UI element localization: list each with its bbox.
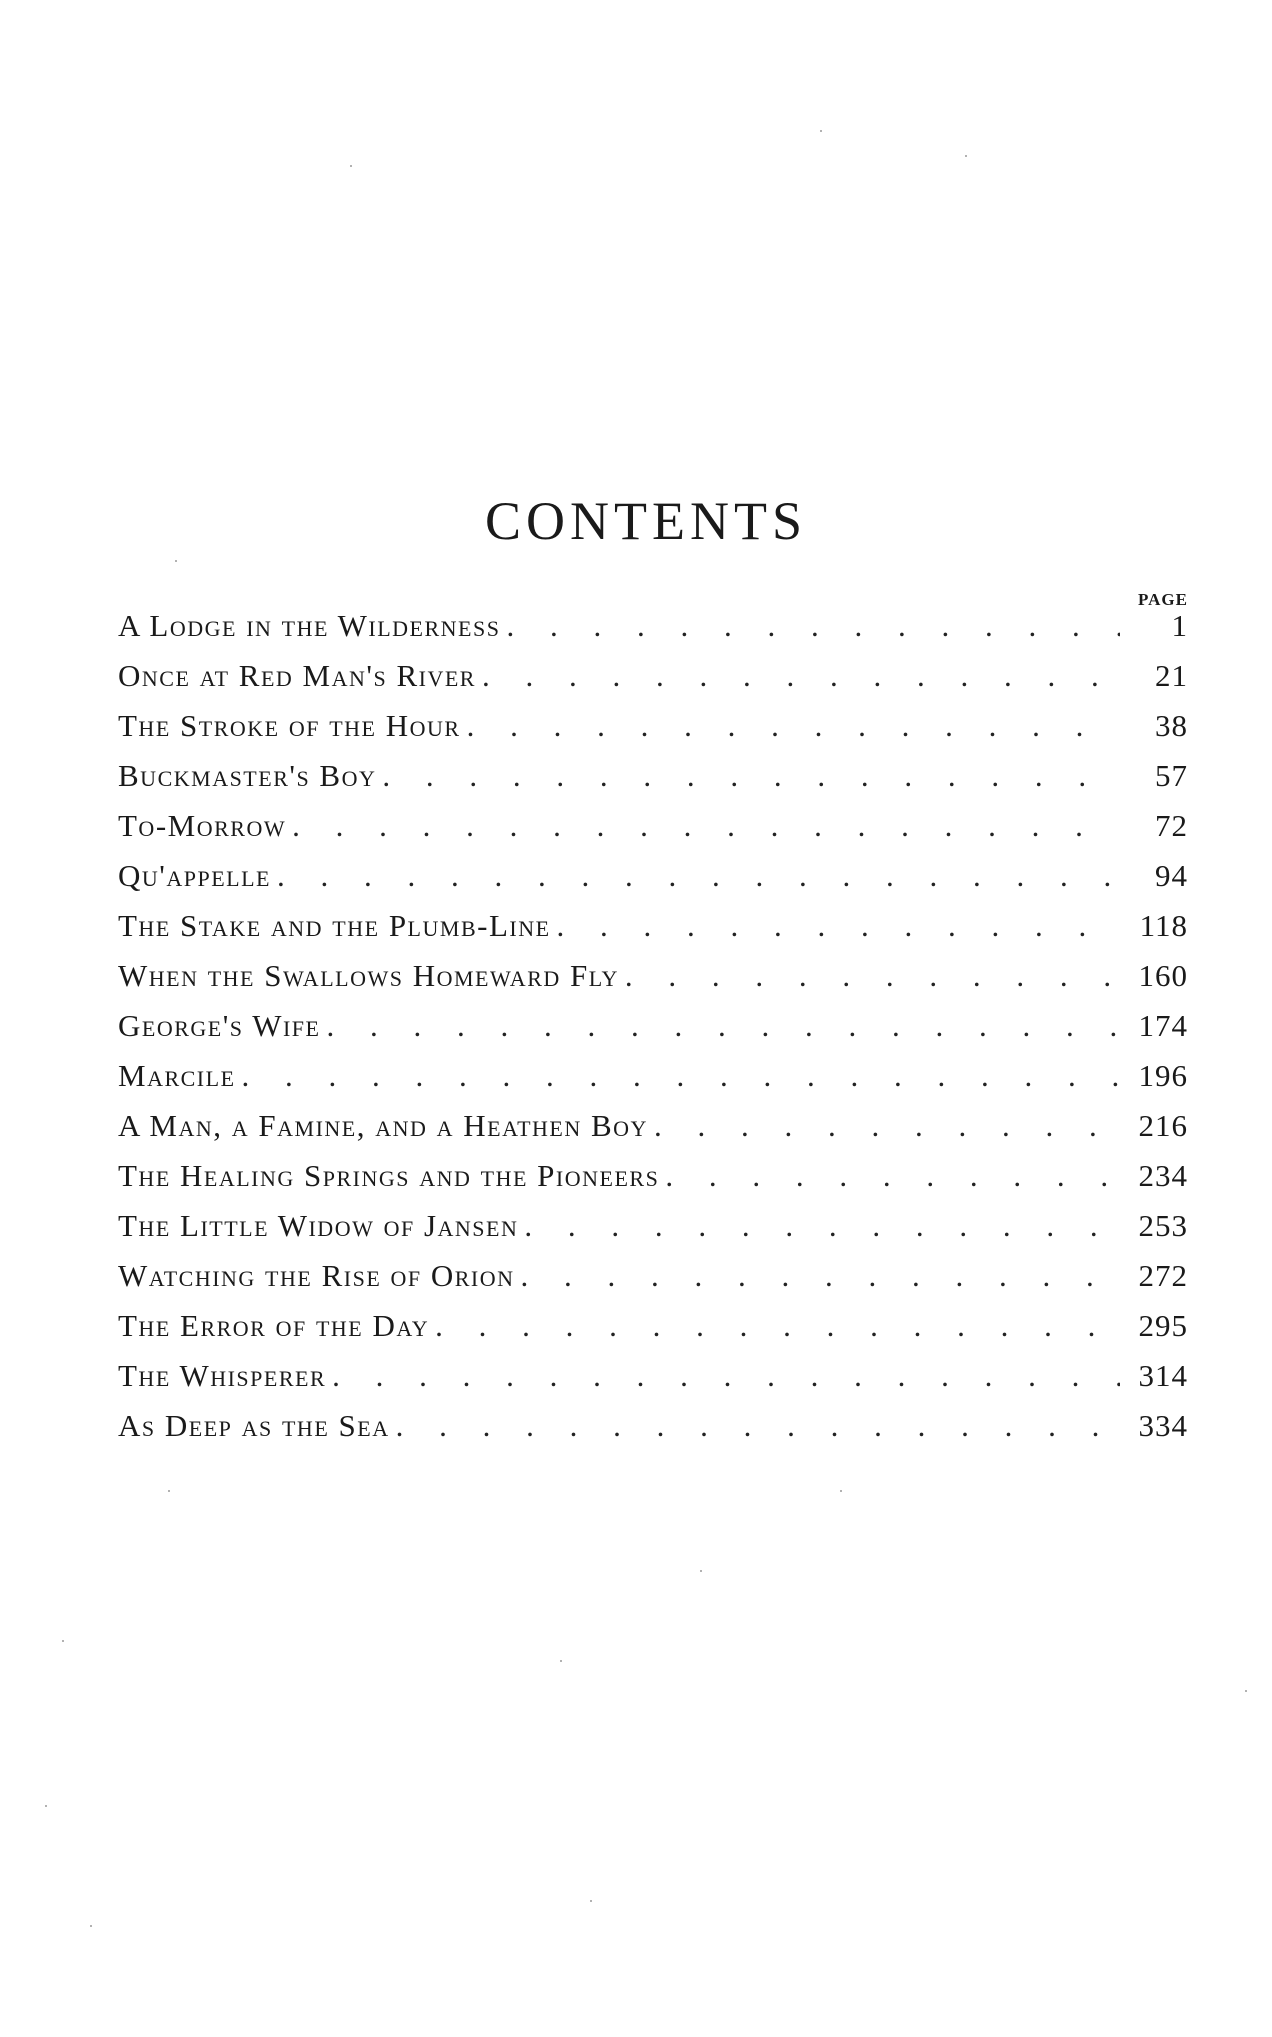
contents-entry — [118, 858, 1188, 908]
entry-page-number: 21 — [1155, 658, 1188, 693]
entry-title: A Lodge in the Wilderness — [118, 608, 501, 643]
entry-page-number: 295 — [1138, 1308, 1188, 1343]
paper-speck — [350, 165, 352, 167]
contents-entry — [118, 1308, 1188, 1358]
entry-page-number: 57 — [1155, 758, 1188, 793]
dot-leader — [382, 758, 1120, 794]
contents-entry — [118, 1408, 1188, 1458]
contents-entry — [118, 1258, 1188, 1308]
dot-leader — [435, 1308, 1120, 1344]
entry-title: George's Wife — [118, 1008, 321, 1043]
dot-leader — [332, 1358, 1120, 1394]
page-column-label: PAGE — [1138, 590, 1188, 609]
dot-leader — [506, 608, 1120, 644]
contents-entry — [118, 658, 1188, 708]
dot-leader — [242, 1058, 1120, 1094]
paper-speck — [90, 1925, 92, 1927]
contents-entry — [118, 808, 1188, 858]
entry-title: Watching the Rise of Orion — [118, 1258, 515, 1293]
page-title: CONTENTS — [485, 491, 807, 551]
entry-page-number: 216 — [1138, 1108, 1188, 1143]
entry-title: To-Morrow — [118, 808, 287, 843]
contents-entry — [118, 1158, 1188, 1208]
paper-speck — [168, 1490, 170, 1492]
paper-speck — [45, 1805, 47, 1807]
entry-title: Once at Red Man's River — [118, 658, 476, 693]
paper-speck — [700, 1570, 702, 1572]
entry-page-number: 253 — [1138, 1208, 1188, 1243]
contents-entry — [118, 958, 1188, 1008]
contents-entry — [118, 1108, 1188, 1158]
entry-title: Qu'appelle — [118, 858, 271, 893]
dot-leader — [665, 1158, 1120, 1194]
paper-speck — [965, 155, 967, 157]
dot-leader — [396, 1408, 1120, 1444]
contents-entry — [118, 758, 1188, 808]
entry-title: The Whisperer — [118, 1358, 327, 1393]
entry-page-number: 118 — [1139, 908, 1188, 943]
entry-page-number: 234 — [1138, 1158, 1188, 1193]
contents-entry — [118, 1358, 1188, 1408]
dot-leader — [482, 658, 1120, 694]
contents-entry — [118, 708, 1188, 758]
paper-speck — [560, 1660, 562, 1662]
contents-list — [118, 608, 1188, 1458]
contents-entry — [118, 1058, 1188, 1108]
paper-speck — [1245, 1690, 1247, 1692]
paper-speck — [820, 130, 822, 132]
entry-title: The Healing Springs and the Pioneers — [118, 1158, 660, 1193]
entry-title: The Error of the Day — [118, 1308, 430, 1343]
dot-leader — [277, 858, 1120, 894]
contents-entry — [118, 608, 1188, 658]
entry-title: The Stake and the Plumb-Line — [118, 908, 551, 943]
dot-leader — [521, 1258, 1120, 1294]
dot-leader — [654, 1108, 1120, 1144]
entry-page-number: 334 — [1138, 1408, 1188, 1443]
entry-title: As Deep as the Sea — [118, 1408, 390, 1443]
paper-speck — [840, 1490, 842, 1492]
dot-leader — [625, 958, 1120, 994]
dot-leader — [557, 908, 1120, 944]
paper-speck — [175, 560, 177, 562]
entry-page-number: 160 — [1138, 958, 1188, 993]
entry-page-number: 272 — [1138, 1258, 1188, 1293]
contents-entry — [118, 908, 1188, 958]
paper-speck — [62, 1640, 64, 1642]
dot-leader — [326, 1008, 1120, 1044]
entry-page-number: 94 — [1155, 858, 1188, 893]
entry-page-number: 72 — [1155, 808, 1188, 843]
entry-title: Buckmaster's Boy — [118, 758, 377, 793]
entry-title: The Stroke of the Hour — [118, 708, 461, 743]
paper-speck — [590, 1900, 592, 1902]
contents-entry — [118, 1008, 1188, 1058]
entry-title: When the Swallows Homeward Fly — [118, 958, 619, 993]
dot-leader — [292, 808, 1120, 844]
entry-page-number: 196 — [1138, 1058, 1188, 1093]
entry-page-number: 314 — [1138, 1358, 1188, 1393]
entry-title: Marcile — [118, 1058, 236, 1093]
entry-page-number: 1 — [1171, 608, 1188, 643]
dot-leader — [524, 1208, 1120, 1244]
entry-page-number: 174 — [1138, 1008, 1188, 1043]
contents-entry — [118, 1208, 1188, 1258]
entry-page-number: 38 — [1155, 708, 1188, 743]
entry-title: A Man, a Famine, and a Heathen Boy — [118, 1108, 648, 1143]
dot-leader — [467, 708, 1120, 744]
entry-title: The Little Widow of Jansen — [118, 1208, 519, 1243]
